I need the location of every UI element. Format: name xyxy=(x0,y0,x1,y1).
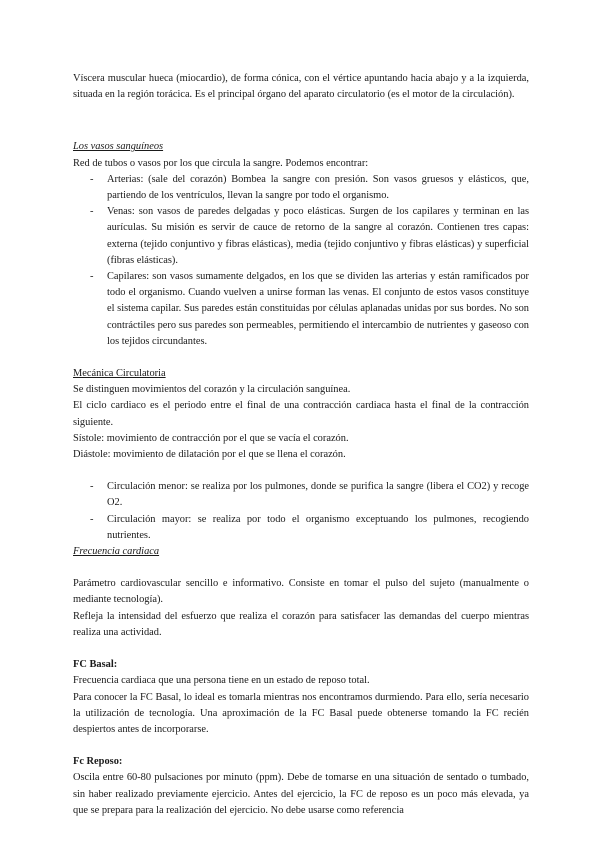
list-item: - Capilares: son vasos sumamente delgados, en los que se dividen las arterias y están ramificados por todo el organismo. Cuando vuelven a unirse forman las venas. El conjunto de estos vasos constituye el sistema capilar. Sus paredes están constituidas por células aplanadas unidas por sus bordes. No son contráctiles pero sus paredes son permeables, permitiendo el intercambio de nutrientes y gaseoso con los tejidos circundantes. xyxy=(73,269,529,350)
section-heading-mecanica: Mecánica Circulatoria xyxy=(73,368,166,380)
mecanica-line: Se distinguen movimientos del corazón y la circulación sanguínea. xyxy=(73,384,351,396)
spacer xyxy=(73,103,529,139)
list-item: - Venas: son vasos de paredes delgadas y poco elásticas. Surgen de los capilares y terminan en las aurículas. Su misión es servir de cauce de retorno de la sangre al corazón. Contienen tres capas: externa (tejido conjuntivo y fibras elásticas), media (tejido conjuntivo y fibras elásticas) y superficial (fibras elásticas). xyxy=(73,204,529,269)
section-heading-basal: FC Basal: xyxy=(73,659,118,671)
list-item: - Arterias: (sale del corazón) Bombea la sangre con presión. Son vasos gruesos y elásticos, que, partiendo de los ventrículos, llevan la sangre por todo el organismo. xyxy=(73,172,529,204)
basal-paragraph: Para conocer la FC Basal, lo ideal es tomarla mientras nos encontramos durmiendo. Para ello, sería necesario la utilización de tecnología. Una aproximación de la FC Basal puede obtenerse tomando la FC recién despiertos antes de incorporarse. xyxy=(73,691,529,735)
reposo-paragraph: Oscila entre 60-80 pulsaciones por minuto (ppm). Debe de tomarse en una situación de sentado o tumbado, sin haber realizado previamente ejercicio. Antes del ejercicio, la FC de reposo es un poco más elevada, ya que se prepara para la realización del ejercicio. No debe usarse como referencia xyxy=(73,772,529,816)
vasos-lead: Red de tubos o vasos por los que circula la sangre. Podemos encontrar: xyxy=(73,157,369,169)
spacer xyxy=(73,350,529,366)
spacer xyxy=(73,560,529,576)
spacer xyxy=(73,738,529,754)
basal-paragraph: Frecuencia cardiaca que una persona tiene en un estado de reposo total. xyxy=(73,675,370,687)
list-item: - Circulación menor: se realiza por los pulmones, donde se purifica la sangre (libera el CO2) y recoge O2. xyxy=(73,479,529,511)
mecanica-line: Sístole: movimiento de contracción por el que se vacía el corazón. xyxy=(73,432,349,444)
section-heading-frecuencia: Frecuencia cardiaca xyxy=(73,546,160,558)
intro-paragraph: Víscera muscular hueca (miocardio), de forma cónica, con el vértice apuntando hacia abajo y a la izquierda, situada en la región torácica. Es el principal órgano del aparato circulatorio (es el motor de la circulación). xyxy=(73,73,529,101)
circulacion-list xyxy=(73,479,529,544)
section-heading-reposo: Fc Reposo: xyxy=(73,756,123,768)
spacer xyxy=(73,641,529,657)
vasos-list xyxy=(73,172,529,350)
list-item: - Circulación mayor: se realiza por todo el organismo exceptuando los pulmones, recogiendo nutrientes. xyxy=(73,512,529,544)
mecanica-line: El ciclo cardiaco es el periodo entre el final de una contracción cardiaca hasta el final de la contracción siguiente. xyxy=(73,400,529,428)
frecuencia-paragraph: Parámetro cardiovascular sencillo e informativo. Consiste en tomar el pulso del sujeto (manualmente o mediante tecnología). xyxy=(73,578,529,606)
mecanica-line: Diástole: movimiento de dilatación por el que se llena el corazón. xyxy=(73,449,346,461)
spacer xyxy=(73,463,529,479)
section-heading-vasos: Los vasos sanguíneos xyxy=(73,141,164,153)
frecuencia-paragraph: Refleja la intensidad del esfuerzo que realiza el corazón para satisfacer las demandas del cuerpo mientras realiza una actividad. xyxy=(73,610,529,638)
document-body xyxy=(73,71,529,819)
